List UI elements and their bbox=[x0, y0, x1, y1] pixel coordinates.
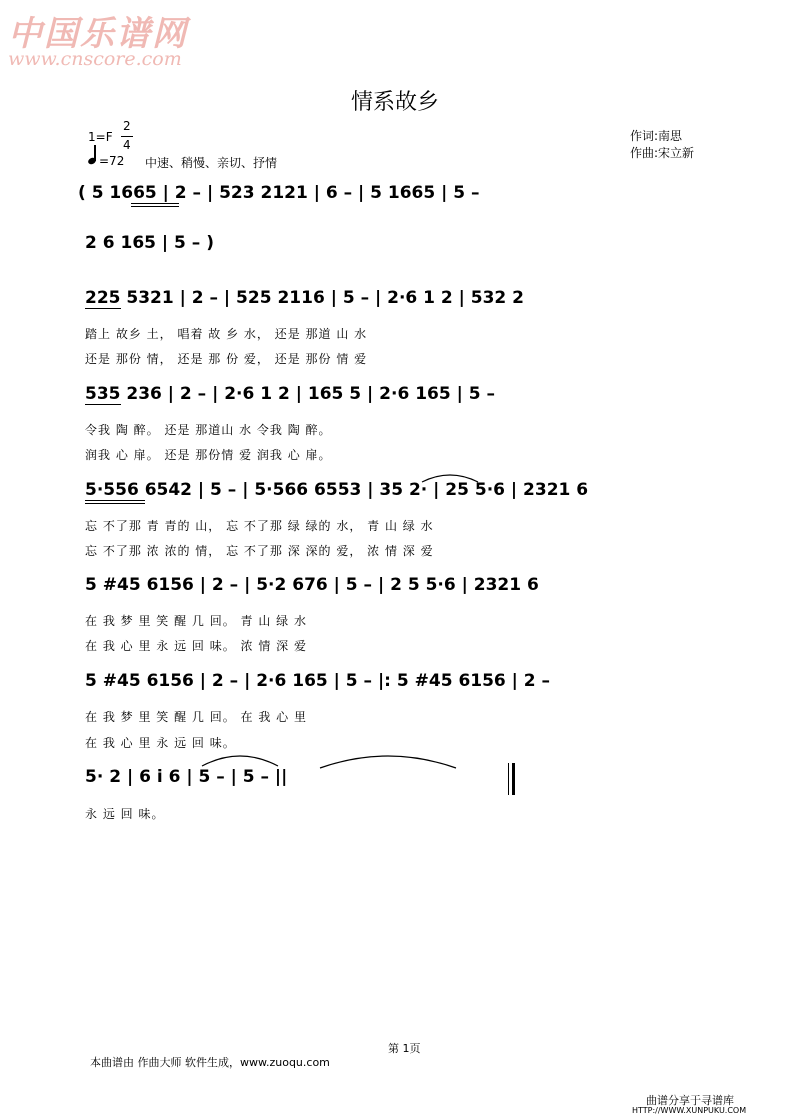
notation-row-3: 225 5321 | 2 – | 525 2116 | 5 – | 2·6 1 2 | 532 2 bbox=[85, 288, 525, 308]
slur-mark bbox=[200, 750, 280, 768]
lyrics-row-4-verse-1: 令我 陶 醉。 还是 那道山 水 令我 陶 醉。 bbox=[85, 423, 332, 437]
generator-note: 本曲谱由 作曲大师 软件生成，www.zuoqu.com bbox=[90, 1056, 330, 1069]
lyrics-row-6-verse-1: 在 我 梦 里 笑 醒 几 回。 青 山 绿 水 bbox=[85, 614, 307, 628]
notation-row-8: 5· 2 | 6 i 6 | 5 – | 5 – || bbox=[85, 767, 288, 787]
lyrics-row-5-verse-2: 忘 不了那 浓 浓的 情， 忘 不了那 深 深的 爱， 浓 情 深 爱 bbox=[85, 544, 434, 558]
beam-line bbox=[85, 404, 121, 405]
lyrics-row-5-verse-1: 忘 不了那 青 青的 山， 忘 不了那 绿 绿的 水， 青 山 绿 水 bbox=[85, 519, 434, 533]
lyricist-credit: 作词:南思 bbox=[630, 129, 683, 143]
watermark-url: www.cnscore.com bbox=[8, 48, 182, 70]
tie-mark bbox=[318, 750, 458, 770]
lyrics-row-8-verse-1: 永 远 回 味。 bbox=[85, 807, 165, 821]
quarter-note-icon bbox=[88, 145, 94, 165]
beam-line bbox=[85, 503, 145, 504]
lyrics-row-7-verse-1: 在 我 梦 里 笑 醒 几 回。 在 我 心 里 bbox=[85, 710, 307, 724]
slur-mark bbox=[420, 470, 480, 484]
tempo-value: =72 bbox=[99, 154, 125, 168]
lyrics-row-3-verse-1: 踏上 故乡 土， 唱着 故 乡 水， 还是 那道 山 水 bbox=[85, 327, 368, 341]
notation-row-5: 5·556 6542 | 5 – | 5·566 6553 | 35 2· | 25 5·6 | 2321 6 bbox=[85, 480, 589, 500]
share-note: 曲谱分享于寻谱库 bbox=[646, 1094, 734, 1107]
lyrics-row-6-verse-2: 在 我 心 里 永 远 回 味。 浓 情 深 爱 bbox=[85, 639, 307, 653]
notation-row-6: 5 #45 6156 | 2 – | 5·2 676 | 5 – | 2 5 5·6 | 2321 6 bbox=[85, 575, 539, 595]
time-signature-bottom: 4 bbox=[123, 138, 131, 152]
composer-credit: 作曲:宋立新 bbox=[630, 146, 695, 160]
song-title: 情系故乡 bbox=[350, 90, 439, 115]
beam-line bbox=[131, 206, 179, 207]
key-signature: 1=F bbox=[88, 130, 113, 144]
notation-row-7: 5 #45 6156 | 2 – | 2·6 165 | 5 – |: 5 #45 6156 | 2 – bbox=[85, 671, 551, 691]
beam-line bbox=[85, 308, 121, 309]
watermark-logo: 中国乐谱网 bbox=[8, 14, 188, 54]
lyrics-row-3-verse-2: 还是 那份 情， 还是 那 份 爱， 还是 那份 情 爱 bbox=[85, 352, 368, 366]
final-barline-thick bbox=[512, 763, 515, 795]
time-signature-top: 2 bbox=[123, 119, 131, 133]
tempo-expression: 中速、稍慢、亲切、抒情 bbox=[145, 156, 278, 170]
beam-line bbox=[85, 500, 145, 501]
page-number: 第 1页 bbox=[388, 1042, 421, 1055]
notation-row-1: ( 5 1665 | 2 – | 523 2121 | 6 – | 5 1665 | 5 – bbox=[78, 183, 480, 203]
lyrics-row-7-verse-2: 在 我 心 里 永 远 回 味。 bbox=[85, 736, 236, 750]
share-url[interactable]: HTTP://WWW.XUNPUKU.COM bbox=[632, 1106, 747, 1115]
lyrics-row-4-verse-2: 润我 心 扉。 还是 那份情 爱 润我 心 扉。 bbox=[85, 448, 332, 462]
beam-line bbox=[131, 203, 179, 204]
time-signature-line bbox=[121, 136, 133, 137]
final-barline-thin bbox=[508, 763, 509, 795]
notation-row-4: 535 236 | 2 – | 2·6 1 2 | 165 5 | 2·6 165 | 5 – bbox=[85, 384, 495, 404]
notation-row-2: 2 6 165 | 5 – ) bbox=[85, 233, 214, 253]
